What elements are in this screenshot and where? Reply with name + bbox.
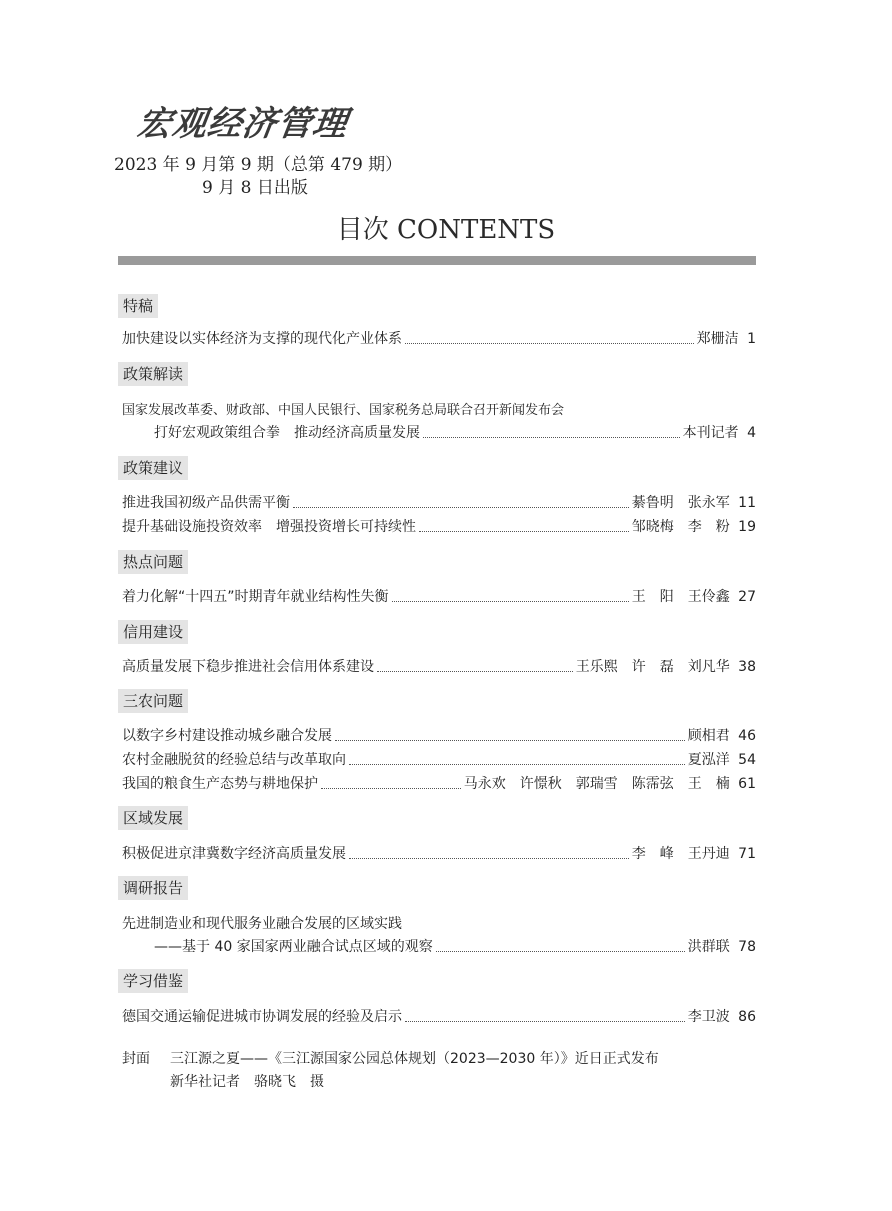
entry-title: 以数字乡村建设推动城乡融合发展 [122,728,332,744]
toc-title: 目次 CONTENTS [336,215,556,245]
entry-author-page: 夏泓洋 54 [687,752,756,768]
entry-title: 德国交通运输促进城市协调发展的经验及启示 [122,1009,402,1025]
entry-title: 着力化解“十四五”时期青年就业结构性失衡 [122,589,389,605]
section-header: 信用建设 [118,620,188,644]
entry-title: 打好宏观政策组合拳 推动经济高质量发展 [154,425,420,441]
section-header: 三农问题 [118,689,188,713]
toc-entry[interactable] [122,656,756,676]
section-header: 学习借鉴 [118,969,188,993]
toc-entry[interactable] [154,422,756,442]
toc-entry[interactable] [122,492,756,512]
entry-preface: 国家发展改革委、财政部、中国人民银行、国家税务总局联合召开新闻发布会 [122,403,565,418]
entry-author-page: 郑栅洁 1 [696,331,756,347]
cover-photo-credit: 新华社记者 骆晓飞 摄 [170,1074,324,1090]
dot-leader [423,436,680,438]
dot-leader [405,1020,685,1022]
section-header: 特稿 [118,294,158,318]
publication-date: 9 月 8 日出版 [202,178,308,198]
toc-entry[interactable] [122,843,756,863]
toc-entry[interactable] [122,1006,756,1026]
entry-title: ——基于 40 家国家两业融合试点区域的观察 [154,939,433,955]
issue-line: 2023 年 9 月第 9 期（总第 479 期） [114,155,403,175]
cover-note-label: 封面 [122,1051,150,1067]
toc-entry[interactable] [122,586,756,606]
entry-author-page: 邹晓梅 李 粉 19 [631,519,756,535]
entry-author-page: 綦鲁明 张永军 11 [631,495,756,511]
section-header: 政策建议 [118,456,188,480]
entry-title: 提升基础设施投资效率 增强投资增长可持续性 [122,519,416,535]
toc-entry[interactable] [122,773,756,793]
cover-note-text: 三江源之夏——《三江源国家公园总体规划（2023—2030 年）》近日正式发布 [170,1051,659,1067]
section-header: 政策解读 [118,362,188,386]
entry-author-page: 王乐熙 许 磊 刘凡华 38 [575,659,756,675]
toc-entry[interactable] [122,725,756,745]
dot-leader [349,857,629,859]
dot-leader [335,739,685,741]
section-header: 热点问题 [118,550,188,574]
entry-author-page: 李 峰 王丹迪 71 [631,846,756,862]
entry-title: 推进我国初级产品供需平衡 [122,495,290,511]
entry-title: 农村金融脱贫的经验总结与改革取向 [122,752,346,768]
entry-author-page: 李卫波 86 [687,1009,756,1025]
entry-preface: 先进制造业和现代服务业融合发展的区域实践 [122,916,402,932]
entry-author-page: 洪群联 78 [687,939,756,955]
section-header: 区域发展 [118,806,188,830]
toc-entry[interactable] [154,936,756,956]
entry-title: 我国的粮食生产态势与耕地保护 [122,776,318,792]
entry-author-page: 马永欢 许憬秋 郭瑞雪 陈霈弦 王 楠 61 [463,776,756,792]
dot-leader [419,530,629,532]
dot-leader [349,763,685,765]
entry-author-page: 王 阳 王伶鑫 27 [631,589,756,605]
dot-leader [436,950,685,952]
dot-leader [405,342,694,344]
entry-title: 高质量发展下稳步推进社会信用体系建设 [122,659,374,675]
entry-title: 积极促进京津冀数字经济高质量发展 [122,846,346,862]
toc-entry[interactable] [122,328,756,348]
dot-leader [377,670,573,672]
dot-leader [392,600,629,602]
entry-title: 加快建设以实体经济为支撑的现代化产业体系 [122,331,402,347]
dot-leader [293,506,629,508]
dot-leader [321,787,461,789]
entry-author-page: 本刊记者 4 [682,425,756,441]
toc-entry[interactable] [122,516,756,536]
section-header: 调研报告 [118,876,188,900]
journal-masthead: 宏观经济管理 [134,104,351,144]
entry-author-page: 顾相君 46 [687,728,756,744]
toc-entry[interactable] [122,749,756,769]
